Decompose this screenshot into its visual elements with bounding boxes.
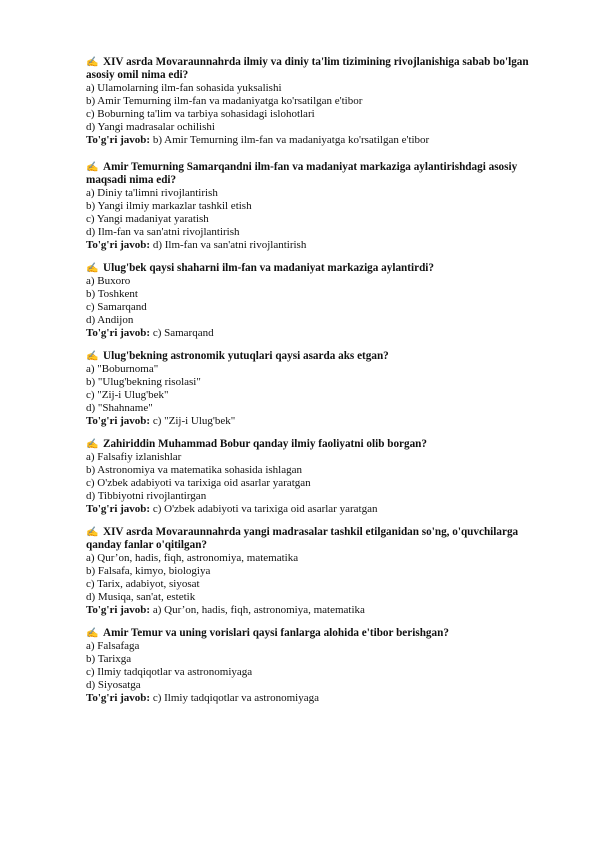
correct-answer-value: b) Amir Temurning ilm-fan va madaniyatga ko'rsatilgan e'tibor — [152, 134, 430, 146]
question-text — [86, 627, 546, 640]
answer-option: b) Toshkent — [86, 288, 138, 300]
correct-answer-label: To'g'ri javob: — [86, 327, 151, 339]
correct-answer-label: To'g'ri javob: — [86, 692, 151, 704]
answer-option: d) Siyosatga — [86, 679, 141, 691]
question-block — [86, 262, 546, 340]
pencil-icon: ✍ — [86, 162, 99, 173]
pencil-icon: ✍ — [86, 351, 99, 362]
correct-answer-value: c) O'zbek adabiyoti va tarixiga oid asarlar yaratgan — [152, 503, 378, 515]
correct-answer-label: To'g'ri javob: — [86, 604, 151, 616]
question-text — [86, 56, 546, 82]
question-block — [86, 350, 546, 428]
answer-option: a) "Boburnoma" — [86, 363, 159, 375]
answer-option: c) Tarix, adabiyot, siyosat — [86, 578, 200, 590]
question-text — [86, 438, 546, 451]
question-label: XIV asrda Movaraunnahrda yangi madrasalar tashkil etilganidan so'ng, o'quvchilarga qanday fanlar o'qitilgan? — [86, 526, 519, 551]
answer-option: a) Buxoro — [86, 275, 131, 287]
question-block — [86, 56, 546, 147]
question-text — [86, 350, 546, 363]
pencil-icon: ✍ — [86, 57, 99, 68]
question-text — [86, 526, 546, 552]
question-label: Ulug'bekning astronomik yutuqlari qaysi asarda aks etgan? — [103, 350, 389, 362]
correct-answer — [86, 134, 546, 147]
correct-answer-value: c) "Zij-i Ulug'bek" — [152, 415, 236, 427]
pencil-icon: ✍ — [86, 527, 99, 538]
answer-option: b) Astronomiya va matematika sohasida ishlagan — [86, 464, 302, 476]
answer-option: d) "Shahname" — [86, 402, 153, 414]
correct-answer-label: To'g'ri javob: — [86, 415, 151, 427]
correct-answer-label: To'g'ri javob: — [86, 134, 151, 146]
correct-answer — [86, 692, 546, 705]
answer-option: c) Ilmiy tadqiqotlar va astronomiyaga — [86, 666, 253, 678]
answer-option: a) Falsafaga — [86, 640, 140, 652]
question-text — [86, 161, 546, 187]
question-text — [86, 262, 546, 275]
answer-option: d) Tibbiyotni rivojlantirgan — [86, 490, 207, 502]
answer-option: d) Yangi madrasalar ochilishi — [86, 121, 215, 133]
quiz-document — [86, 56, 546, 715]
correct-answer — [86, 604, 546, 617]
correct-answer-value: a) Qur’on, hadis, fiqh, astronomiya, matematika — [152, 604, 365, 616]
answer-option: b) Tarixga — [86, 653, 132, 665]
question-block — [86, 526, 546, 617]
answer-option: b) Falsafa, kimyo, biologiya — [86, 565, 211, 577]
correct-answer-label: To'g'ri javob: — [86, 503, 151, 515]
answer-option: a) Diniy ta'limni rivojlantirish — [86, 187, 218, 199]
answer-option: a) Falsafiy izlanishlar — [86, 451, 182, 463]
answer-option: a) Ulamolarning ilm-fan sohasida yuksalishi — [86, 82, 282, 94]
answer-option: c) O'zbek adabiyoti va tarixiga oid asarlar yaratgan — [86, 477, 311, 489]
answer-option: d) Musiqa, san'at, estetik — [86, 591, 196, 603]
answer-option: b) "Ulug'bekning risolasi" — [86, 376, 201, 388]
correct-answer-label: To'g'ri javob: — [86, 239, 151, 251]
pencil-icon: ✍ — [86, 628, 99, 639]
answer-option: b) Amir Temurning ilm-fan va madaniyatga ko'rsatilgan e'tibor — [86, 95, 363, 107]
question-label: Ulug'bek qaysi shaharni ilm-fan va madaniyat markaziga aylantirdi? — [103, 262, 435, 274]
answer-option: d) Ilm-fan va san'atni rivojlantirish — [86, 226, 240, 238]
question-block — [86, 627, 546, 705]
pencil-icon: ✍ — [86, 263, 99, 274]
question-block — [86, 161, 546, 252]
correct-answer-value: c) Samarqand — [152, 327, 214, 339]
question-block — [86, 438, 546, 516]
correct-answer — [86, 415, 546, 428]
question-label: Amir Temurning Samarqandni ilm-fan va madaniyat markaziga aylantirishdagi asosiy maqsadi nima edi? — [86, 161, 518, 186]
correct-answer — [86, 503, 546, 516]
answer-option: c) Boburning ta'lim va tarbiya sohasidagi islohotlari — [86, 108, 315, 120]
question-label: Zahiriddin Muhammad Bobur qanday ilmiy faoliyatni olib borgan? — [103, 438, 428, 450]
answer-option: d) Andijon — [86, 314, 134, 326]
answer-option: c) "Zij-i Ulug'bek" — [86, 389, 169, 401]
pencil-icon: ✍ — [86, 439, 99, 450]
correct-answer — [86, 327, 546, 340]
answer-option: a) Qur’on, hadis, fiqh, astronomiya, matematika — [86, 552, 299, 564]
answer-option: c) Samarqand — [86, 301, 147, 313]
answer-option: b) Yangi ilmiy markazlar tashkil etish — [86, 200, 252, 212]
answer-option: c) Yangi madaniyat yaratish — [86, 213, 209, 225]
correct-answer — [86, 239, 546, 252]
question-label: Amir Temur va uning vorislari qaysi fanlarga alohida e'tibor berishgan? — [103, 627, 449, 639]
correct-answer-value: c) Ilmiy tadqiqotlar va astronomiyaga — [152, 692, 319, 704]
correct-answer-value: d) Ilm-fan va san'atni rivojlantirish — [152, 239, 307, 251]
question-label: XIV asrda Movaraunnahrda ilmiy va diniy ta'lim tizimining rivojlanishiga sabab bo'lgan asosiy omil nima edi? — [86, 56, 529, 81]
